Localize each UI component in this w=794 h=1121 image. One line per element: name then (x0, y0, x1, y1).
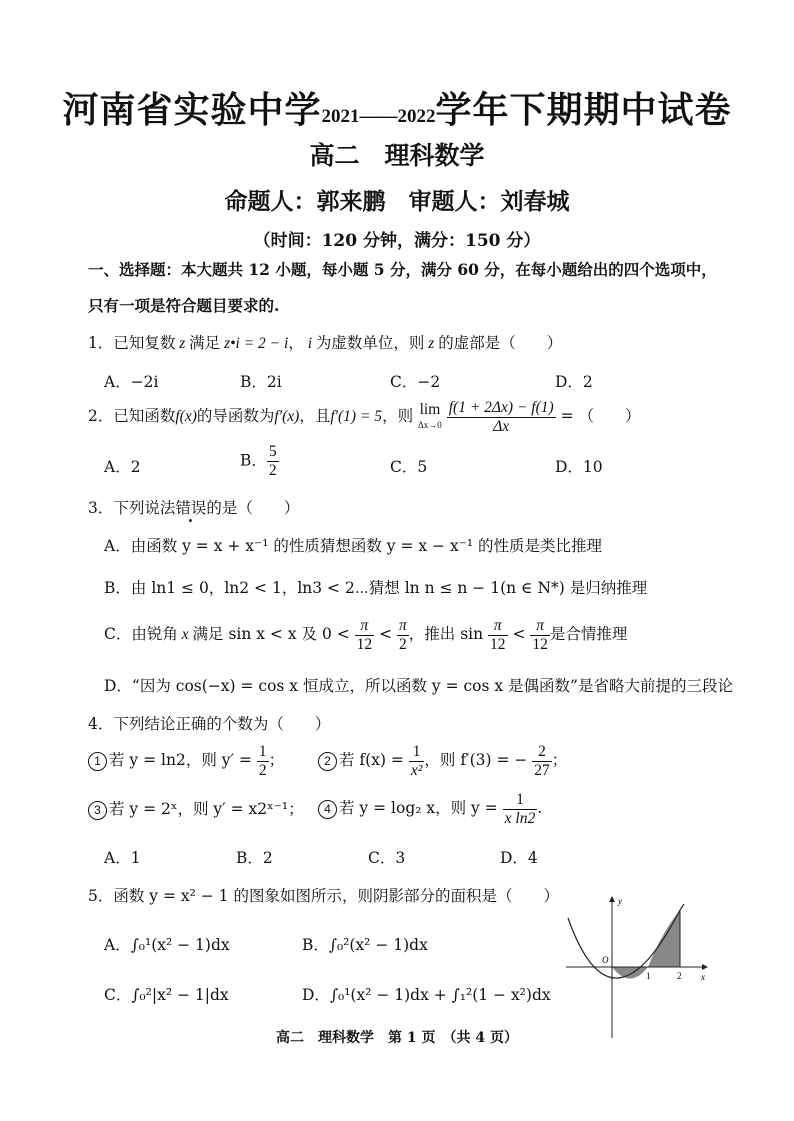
question-1-stem: 1．已知复数 z 满足 z•i = 2 − i， i 为虚数单位，则 z 的虚部是（ ） (88, 334, 563, 352)
q4-item-4: 4 若 y = log₂ x，则 y = $\frac{1}{\text{x ln2}}$ . (318, 790, 542, 828)
q1-option-c: C．−2 (390, 373, 441, 391)
q1-option-d: D．2 (555, 373, 593, 391)
q3-option-a: A．由函数 y = x + x⁻¹ 的性质猜想函数 y = x − x⁻¹ 的性质是类比推理 (104, 537, 603, 555)
q4-item-2: 2 若 f(x) = $\frac{1}{\text{x²}}$ ，则 f′(3) = − $\frac{2}{27}$ ； (318, 742, 567, 780)
q2-option-a: A．2 (104, 458, 141, 476)
graph-tick-2: 2 (677, 971, 682, 981)
exam-subtitle: 高二 理科数学 (309, 141, 485, 170)
q4-item-3: 3 若 y = 2ˣ，则 y′ = x2ˣ⁻¹； (88, 799, 304, 820)
question-5-stem: 5．函数 y = x² − 1 的图象如图所示，则阴影部分的面积是（ ） (88, 887, 559, 905)
q2-option-c: C．5 (390, 458, 428, 476)
q5-option-d: D．∫₀¹(x² − 1)dx + ∫₁²(1 − x²)dx (302, 986, 551, 1004)
q5-option-a: A．∫₀¹(x² − 1)dx (104, 936, 230, 954)
q3-option-c: C．由锐角 x 满足 sin x < x 及 0 < $\frac{\pi}{12}$ < $\frac{\pi}{2}$ ，推出 sin $\frac{\pi}{12}$ < $\frac{\pi}{12}$ 是合情推理 (104, 616, 628, 653)
question-3-stem: 3．下列说法错误的是（ ） (88, 499, 300, 517)
q4-option-b: B．2 (236, 849, 273, 867)
page-footer: 高二 理科数学 第 1 页 （共 4 页） (276, 1030, 518, 1046)
q4-option-c: C．3 (368, 849, 406, 867)
q2-option-b: B． $\frac{5}{2}$ (240, 443, 277, 479)
q4-option-d: D．4 (500, 849, 538, 867)
authors-line: 命题人：郭来鹏 审题人：刘春城 (224, 188, 570, 215)
q4-item-1: 1 若 y = ln2，则 y′ = $\frac{1}{2}$ ； (88, 742, 284, 780)
q1-option-a: A．−2i (104, 373, 159, 391)
q3-option-d: D．“因为 cos(−x) = cos x 恒成立，所以函数 y = cos x 是偶函数”是省略大前提的三段论 (104, 677, 733, 695)
q5-parabola-graph (562, 892, 712, 1040)
q5-option-b: B．∫₀²(x² − 1)dx (302, 936, 428, 954)
exam-title: 河南省实验中学2021——2022学年下期期中试卷 (62, 89, 732, 131)
graph-x-label: x (701, 972, 705, 982)
q5-option-c: C．∫₀²|x² − 1|dx (104, 986, 229, 1004)
y-axis-arrow (609, 896, 615, 902)
q3-option-b: B．由 ln1 ≤ 0，ln2 < 1，ln3 < 2⋯猜想 ln n ≤ n − 1(n ∈ N*) 是归纳推理 (104, 579, 648, 597)
section-heading: 一、选择题：本大题共 12 小题，每小题 5 分，满分 60 分，在每小题给出的四个选项中， 只有一项是符合题目要求的. (88, 260, 717, 315)
graph-origin-label: O (602, 955, 609, 965)
question-2-stem: 2．已知函数f(x)的导函数为f′(x)，且f′(1) = 5，则 lim Δx→0 $\frac{f(1 + 2\Delta x) - f(1)}{\Delta x}$ = （ ） (88, 398, 641, 435)
q2-option-d: D．10 (555, 458, 603, 476)
graph-tick-1: 1 (646, 971, 651, 981)
shaded-region-left (612, 967, 648, 979)
question-4-stem: 4．下列结论正确的个数为（ ） (88, 715, 331, 733)
x-axis-arrow (702, 964, 708, 970)
q4-option-a: A．1 (104, 849, 141, 867)
q1-option-b: B．2i (240, 373, 282, 391)
time-info: （时间：120 分钟，满分：150 分） (253, 231, 541, 251)
graph-y-label: y (618, 896, 622, 906)
